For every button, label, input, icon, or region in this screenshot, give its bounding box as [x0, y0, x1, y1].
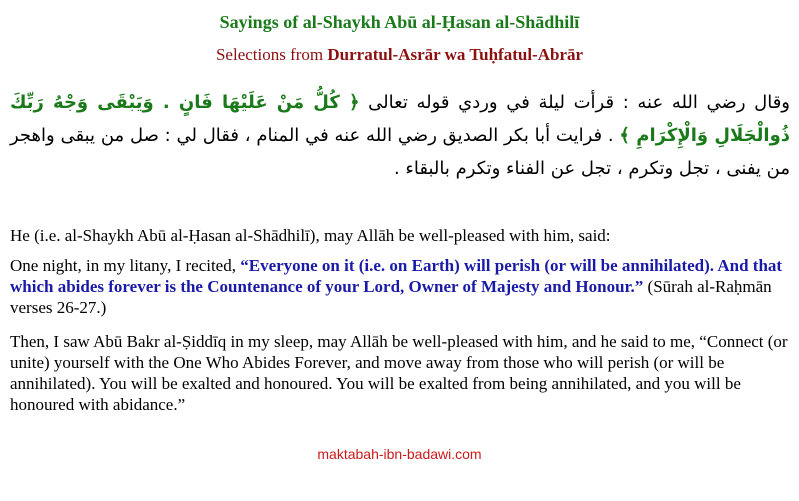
arabic-rest: . فرايت أبا بكر الصديق رضي الله عنه في المنام ، فقال لي : صل من يبقى واهجر من يفنى ، تجل وتكرم ، تجل عن الفناء وتكرم بالبقاء . — [10, 125, 790, 179]
arabic-quran-verse: ﴿ كُلُّ مَنْ عَلَيْهَا فَانٍ . وَيَبْقَى وَجْهُ رَبِّكَ ذُوالْجَلَالِ وَالْإِكْرَامِ ﴾ — [10, 92, 791, 146]
subtitle-prefix: Selections from — [215, 45, 328, 64]
source-title: Durratul-Asrār wa Tuḥfatul-Abrār — [327, 45, 584, 64]
page-subtitle — [0, 45, 799, 65]
english-p2-prefix: One night, in my litany, I recited, — [10, 256, 241, 275]
arabic-passage — [10, 86, 790, 185]
footer-website: maktabah-ibn-badawi.com — [317, 446, 482, 462]
english-paragraph-3: Then, I saw Abū Bakr al-Ṣiddīq in my sleep, may Allāh be well-pleased with him, and he said to me, “Connect (or unite) yourself with the One Who Abides Forever, and move away from those who will perish (or will be annihilated). You will be exalted and honoured. You will be exalted from being annihilated, and you will be honoured with abidance.” — [10, 332, 788, 414]
english-paragraph-1: He (i.e. al-Shaykh Abū al-Ḥasan al-Shādhilī), may Allāh be well-pleased with him, said: — [10, 226, 611, 245]
english-p2-suffix: (Sūrah al-Raḥmān verses 26-27.) — [10, 277, 772, 317]
page-title: Sayings of al-Shaykh Abū al-Ḥasan al-Shādhilī — [219, 12, 580, 32]
arabic-intro: وقال رضي الله عنه : قرأت ليلة في وردي قوله تعالى — [359, 92, 790, 113]
english-paragraph-2 — [10, 255, 790, 318]
english-quran-quote: “Everyone on it (i.e. on Earth) will perish (or will be annihilated). And that which abides forever is the Countenance of your Lord, Owner of Majesty and Honour.” — [10, 256, 783, 296]
